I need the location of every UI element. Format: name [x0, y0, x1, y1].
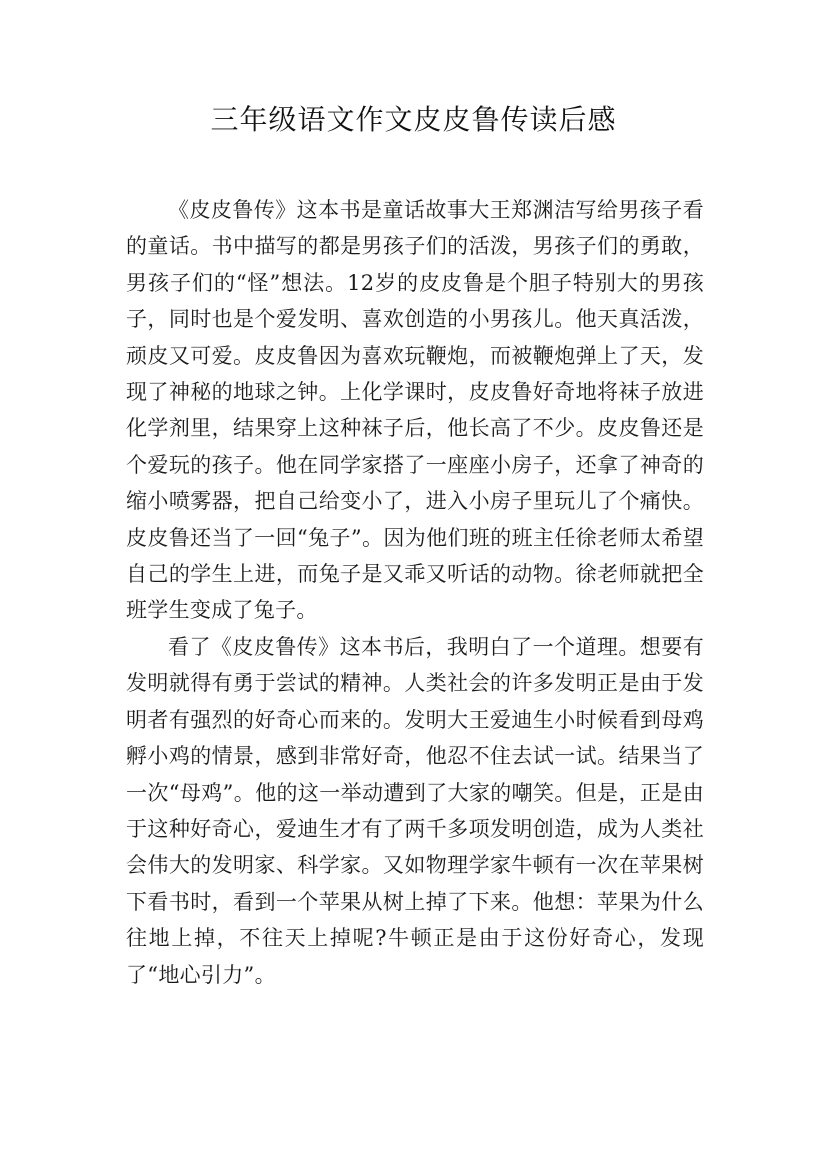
paragraph-2: 看了《皮皮鲁传》这本书后，我明白了一个道理。想要有发明就得有勇于尝试的精神。人类社会的许多发明正是由于发明者有强烈的好奇心而来的。发明大王爱迪生小时候看到母鸡孵小鸡的情景，感到非常好奇，他忍不住去试一试。结果当了一次“母鸡”。他的这一举动遭到了大家的嘲笑。但是，正是由于这种好奇心，爱迪生才有了两千多项发明创造，成为人类社会伟大的发明家、科学家。又如物理学家牛顿有一次在苹果树下看书时，看到一个苹果从树上掉了下来。他想：苹果为什么往地上掉，不往天上掉呢?牛顿正是由于这份好奇心，发现了“地心引力”。: [126, 634, 704, 987]
document-title: 三年级语文作文皮皮鲁传读后感: [210, 103, 617, 136]
document-body: [126, 192, 704, 993]
paragraph-1: 《皮皮鲁传》这本书是童话故事大王郑渊洁写给男孩子看的童话。书中描写的都是男孩子们的活泼，男孩子们的勇敢，男孩子们的“怪”想法。12岁的皮皮鲁是个胆子特别大的男孩子，同时也是个爱发明、喜欢创造的小男孩儿。他天真活泼，顽皮又可爱。皮皮鲁因为喜欢玩鞭炮，而被鞭炮弹上了天，发现了神秘的地球之钟。上化学课时，皮皮鲁好奇地将袜子放进化学剂里，结果穿上这种袜子后，他长高了不少。皮皮鲁还是个爱玩的孩子。他在同学家搭了一座座小房子，还拿了神奇的缩小喷雾器，把自己给变小了，进入小房子里玩儿了个痛快。皮皮鲁还当了一回“兔子”。因为他们班的班主任徐老师太希望自己的学生上进，而兔子是又乖又听话的动物。徐老师就把全班学生变成了兔子。: [126, 198, 704, 623]
